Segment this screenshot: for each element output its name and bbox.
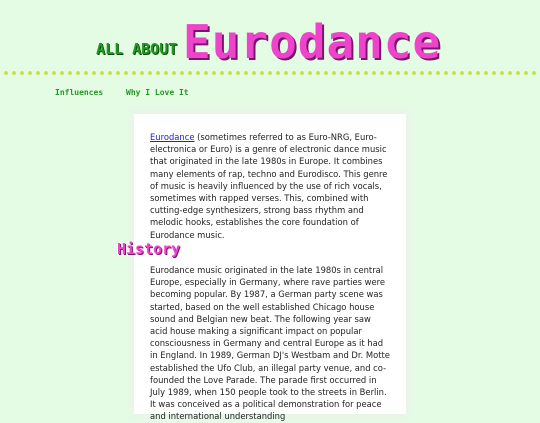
dotted-divider (0, 69, 540, 77)
site-subtitle: ALL ABOUT (96, 40, 178, 58)
page-header (0, 0, 540, 70)
intro-text: (sometimes referred to as Euro-NRG, Euro-electronica or Euro) is a genre of electronic dance music that originated in the late 1980s in Europe. It combines many elements of rap, techno and Eurodisco. This genre of music is heavily influenced by the use of rich vocals, sometimes with rapped verses. This, combined with cutting-edge synthesizers, strong bass rhythm and melodic hooks, establishes the core foundation of Eurodance music. (150, 132, 388, 240)
nav-bar (55, 88, 207, 97)
site-title: Eurodance (183, 15, 442, 69)
history-paragraph: Eurodance music originated in the late 1980s in central Europe, especially in Germany, where rave parties were becoming popular. By 1987, a German party scene was started, based on the well established Chicago house sound and Belgian new beat. The following year saw acid house making a significant impact on popular consciousness in Germany and central Europe as it had in England. In 1989, German DJ's Westbam and Dr. Motte established the Ufo Club, an illegal party venue, and co-founded the Love Parade. The parade first occurred in July 1989, when 150 people took to the streets in Berlin. It was conceived as a political demonstration for peace and international understanding (150, 265, 390, 422)
eurodance-link[interactable]: Eurodance (150, 132, 195, 142)
nav-link-influences[interactable]: Influences (55, 88, 104, 97)
intro-paragraph (150, 131, 390, 241)
history-heading: History (117, 240, 181, 258)
nav-link-why-i-love-it[interactable]: Why I Love It (126, 88, 189, 97)
content-panel (134, 114, 406, 422)
